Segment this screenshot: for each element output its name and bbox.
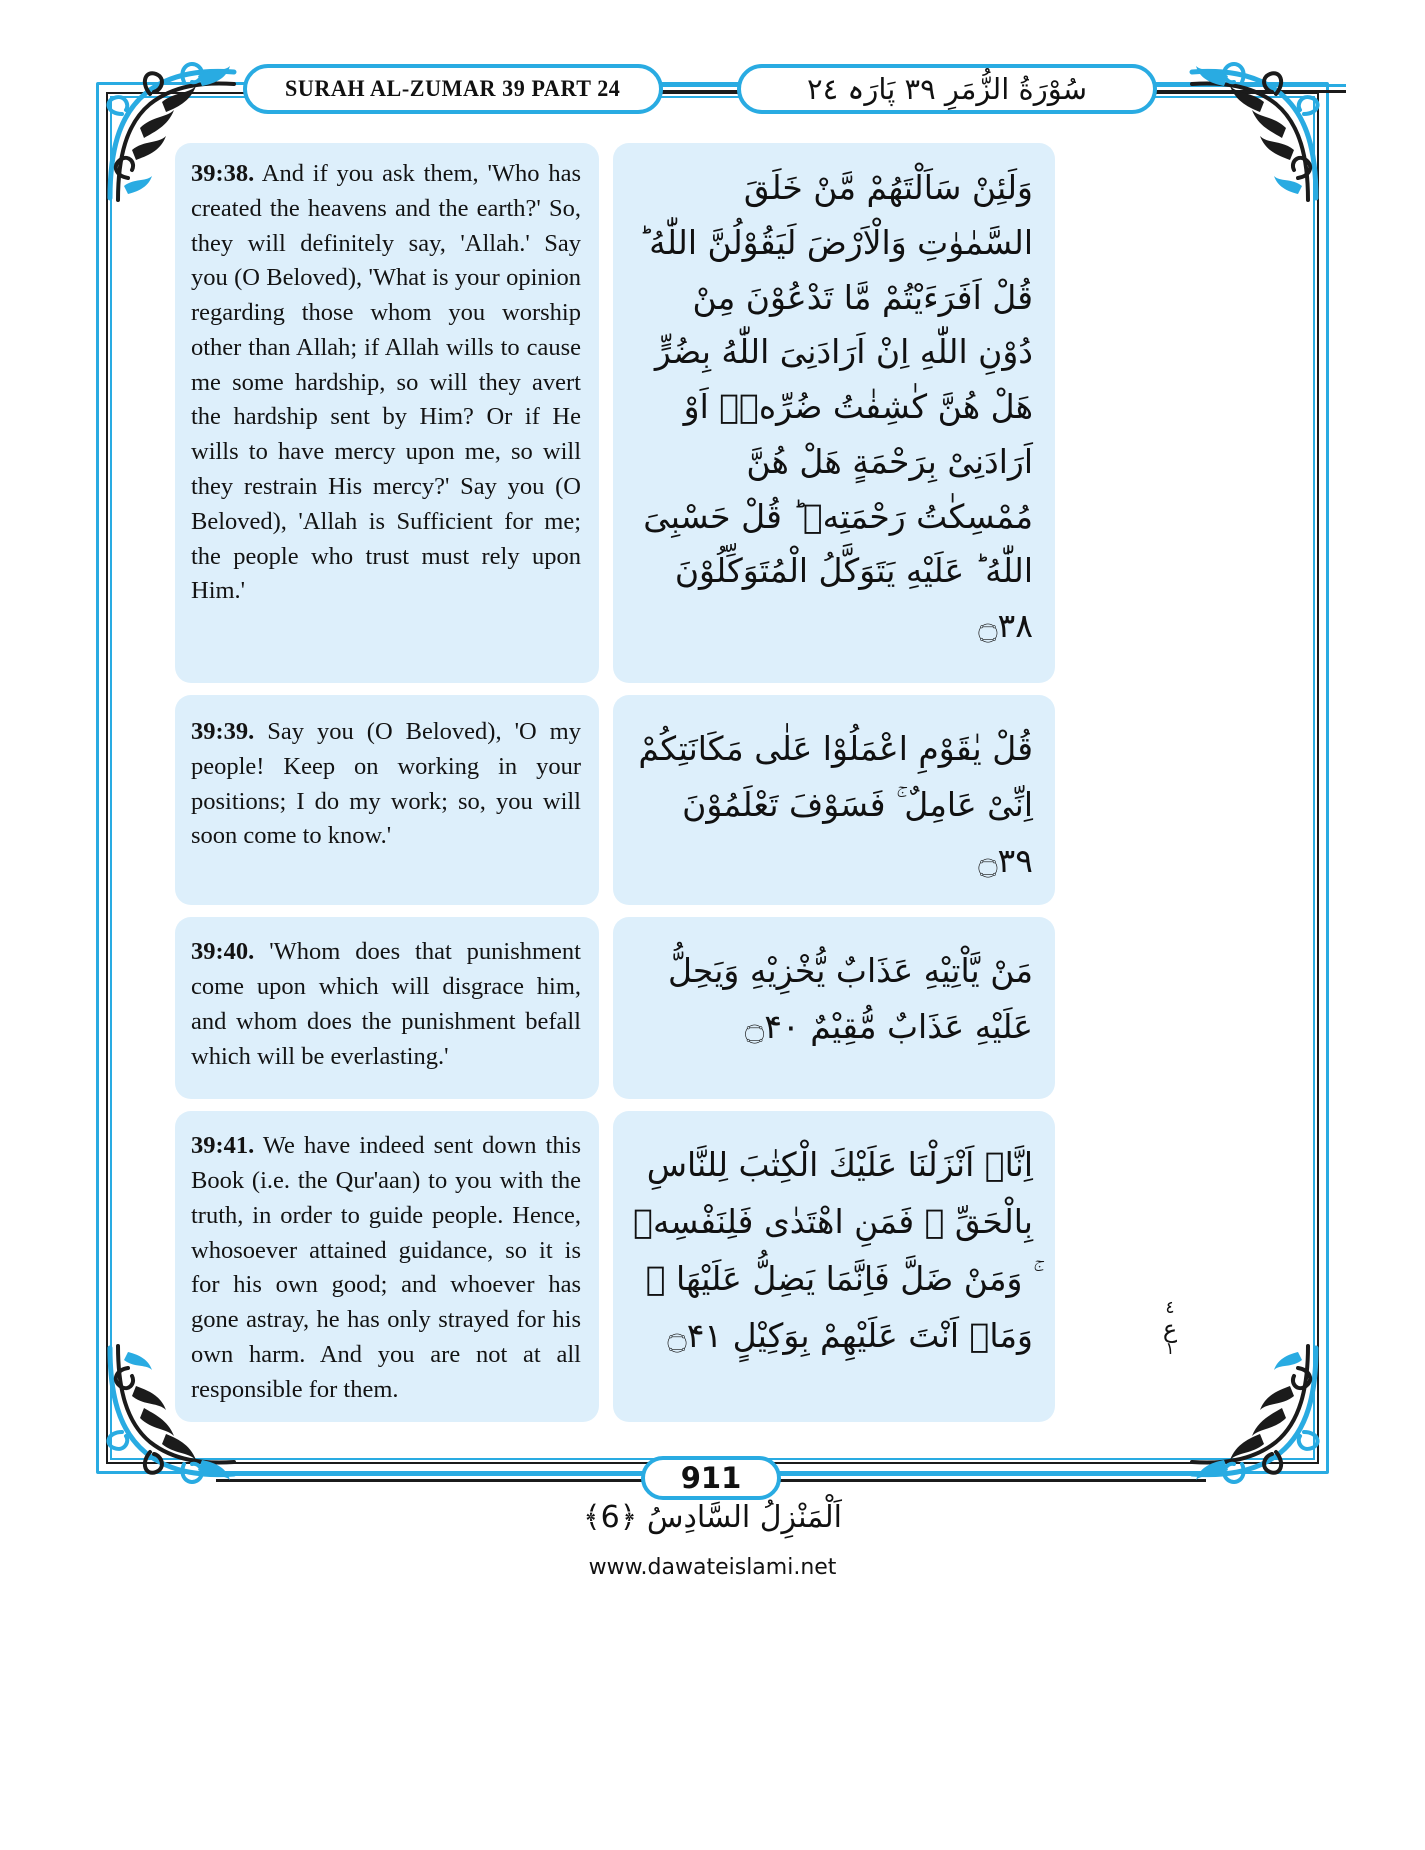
surah-title-arabic-text: سُوْرَةُ الزُّمَرِ ٣٩ پَارَہ ٢٤ (807, 72, 1087, 106)
surah-title-text: SURAH AL-ZUMAR 39 PART 24 (285, 76, 621, 101)
verse-list (175, 143, 1055, 1434)
verse-arabic-box (613, 695, 1055, 905)
header-rule-middle (652, 84, 748, 95)
ornament-top-right-icon (1188, 58, 1338, 208)
verse-translation-box (175, 917, 599, 1099)
footer-rule-right (776, 1473, 1206, 1484)
page-number-text: 911 (680, 1461, 742, 1495)
ornament-bottom-right-icon (1188, 1338, 1338, 1488)
verse-number: 39:40. (191, 938, 255, 966)
verse-arabic-text: وَلَئِنْ سَاَلْتَهُمْ مَّنْ خَلَقَ السَّمٰوٰتِ وَالْاَرْضَ لَيَقُوْلُنَّ اللّٰهُ ؕ قُلْ اَفَرَءَيْتُمْ مَّا تَدْعُوْنَ مِنْ دُوْنِ اللّٰهِ اِنْ اَرَادَنِیَ اللّٰهُ بِضُرٍّ هَلْ هُنَّ كٰشِفٰتُ ضُرِّهٖۤ اَوْ اَرَادَنِیْ بِرَحْمَةٍ هَلْ هُنَّ مُمْسِكٰتُ رَحْمَتِهٖ ؕ قُلْ حَسْبِیَ اللّٰهُ ؕ عَلَيْهِ يَتَوَكَّلُ الْمُتَوَكِّلُوْنَ ۝۳۸ (638, 168, 1033, 646)
verse-arabic-box (613, 1111, 1055, 1421)
verse-row (175, 917, 1055, 1099)
surah-title-pill (243, 64, 663, 114)
website-url: www.dawateislami.net (588, 1555, 837, 1580)
ruku-symbol-icon: ع (1162, 1315, 1178, 1343)
verse-translation-box (175, 695, 599, 905)
verse-number: 39:39. (191, 718, 255, 745)
verse-row (175, 143, 1055, 683)
verse-translation-box (175, 143, 599, 683)
verse-arabic-box (613, 917, 1055, 1099)
verse-row (175, 1111, 1055, 1421)
page-number-pill (641, 1456, 781, 1500)
verse-translation-box (175, 1111, 599, 1421)
ruku-marker (1148, 1300, 1192, 1358)
verse-arabic-text: اِنَّاۤ اَنْزَلْنَا عَلَيْكَ الْكِتٰبَ لِلنَّاسِ بِالْحَقِّ ۚ فَمَنِ اهْتَدٰى فَلِنَفْسِهٖ ۚ وَمَنْ ضَلَّ فَاِنَّمَا يَضِلُّ عَلَيْهَا ۚ وَمَاۤ اَنْتَ عَلَيْهِمْ بِوَكِيْلٍ ۝۴۱ (633, 1145, 1033, 1355)
verse-number: 39:38. (191, 160, 255, 187)
surah-title-arabic-pill (737, 64, 1157, 114)
verse-translation-text: And if you ask them, 'Who has created the heavens and the earth?' So, they will definitely say, 'Allah.' Say you (O Beloved), 'What is your opinion regarding those whom you worship other than Allah; if Allah wills to cause me some hardship, so will they avert the hardship sent by Him? Or if He wills to have mercy upon me, so will they restrain His mercy?' Say you (O Beloved), 'Allah is Sufficient for me; the people who trust must rely upon Him.' (191, 160, 581, 605)
ornament-top-left-icon (88, 58, 238, 208)
manzil-label: اَلْمَنْزِلُ السَّادِسُ ﴿6﴾ (583, 1500, 842, 1535)
verse-arabic-text: مَنْ يَّاْتِيْهِ عَذَابٌ يُّخْزِيْهِ وَيَحِلُّ عَلَيْهِ عَذَابٌ مُّقِيْمٌ ۝۴۰ (667, 951, 1033, 1047)
verse-translation-text: Say you (O Beloved), 'O my people! Keep on working in your positions; I do my work; so, you will soon come to know.' (191, 718, 581, 850)
verse-row (175, 695, 1055, 905)
ruku-top-number: ٤ (1165, 1298, 1175, 1318)
verse-arabic-text: قُلْ يٰقَوْمِ اعْمَلُوْا عَلٰى مَكَانَتِكُمْ اِنِّیْ عَامِلٌ ۚ فَسَوْفَ تَعْلَمُوْنَ ۝۳۹ (638, 729, 1033, 881)
ornament-bottom-left-icon (88, 1338, 238, 1488)
verse-translation-text: 'Whom does that punishment come upon which will disgrace him, and whom does the punishment befall which will be everlasting.' (191, 938, 581, 1070)
page-footer (96, 1448, 1329, 1506)
verse-number: 39:41. (191, 1132, 255, 1160)
ruku-bottom-number: ١ (1165, 1339, 1175, 1359)
verse-arabic-box (613, 143, 1055, 683)
footer-rule-left (216, 1473, 646, 1484)
verse-translation-text: We have indeed sent down this Book (i.e. the Qur'aan) to you with the truth, in order to guide people. Hence, whosoever attained guidance, so it is for his own good; and whoever has gone astray, he has only strayed for his own harm. And you are not at all responsible for them. (191, 1132, 581, 1403)
